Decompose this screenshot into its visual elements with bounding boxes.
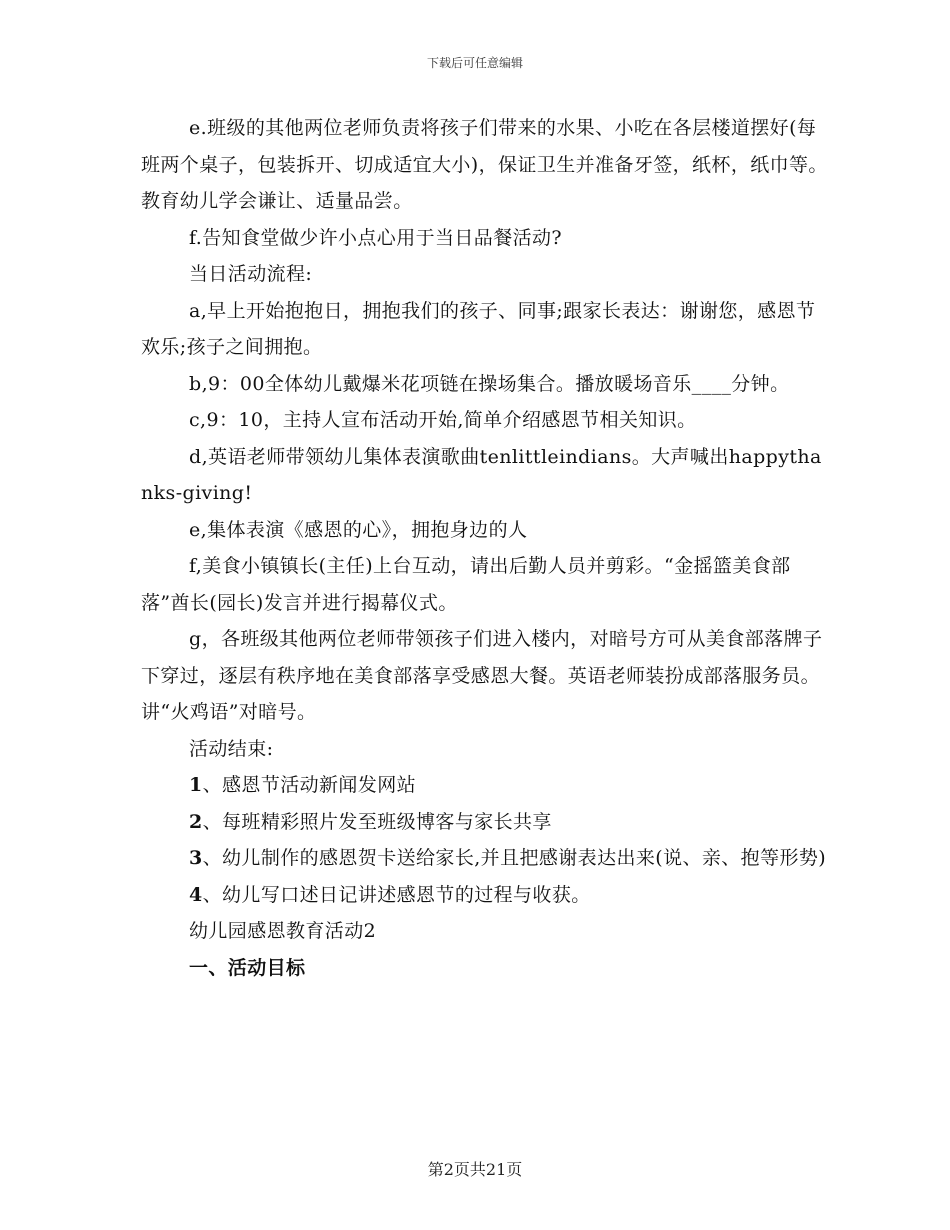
section-heading: 一、活动目标 bbox=[189, 956, 306, 979]
page-header: 下载后可任意编辑 bbox=[426, 56, 523, 70]
list-item-number: 4 bbox=[189, 883, 203, 906]
paragraph-flow-c: c,9：10，主持人宣布活动开始,简单介绍感恩节相关知识。 bbox=[189, 409, 697, 431]
paragraph-flow-d: d,英语老师带领幼儿集体表演歌曲tenlittleindians。大声喊出happythanks-giving! bbox=[141, 445, 822, 504]
paragraph-flow-g: g，各班级其他两位老师带领孩子们进入楼内，对暗号方可从美食部落牌子下穿过，逐层有秩序地在美食部落享受感恩大餐。英语老师装扮成部落服务员。讲“火鸡语”对暗号。 bbox=[141, 628, 823, 723]
list-item-text: 、幼儿制作的感恩贺卡送给家长,并且把感谢表达出来(说、亲、抱等形势) bbox=[202, 847, 827, 869]
paragraph-flow-e: e,集体表演《感恩的心》，拥抱身边的人 bbox=[189, 518, 528, 541]
paragraph-end-title: 活动结束: bbox=[189, 737, 274, 760]
document-body bbox=[141, 110, 831, 986]
list-item-text: 、每班精彩照片发至班级博客与家长共享 bbox=[202, 810, 552, 833]
list-item bbox=[141, 767, 831, 804]
list-item-number: 3 bbox=[189, 847, 203, 869]
list-item bbox=[141, 804, 831, 841]
paragraph-flow-title: 当日活动流程: bbox=[189, 263, 313, 285]
list-item-text: 、感恩节活动新闻发网站 bbox=[202, 774, 417, 796]
list-item bbox=[141, 877, 831, 914]
paragraph-flow-b: b,9：00全体幼儿戴爆米花项链在操场集合。播放暖场音乐____分钟。 bbox=[189, 372, 790, 395]
section-title: 幼儿园感恩教育活动2 bbox=[189, 920, 377, 942]
paragraph-flow-f: f,美食小镇镇长(主任)上台互动，请出后勤人员并剪彩。“金摇篮美食部落”酋长(园长)发言并进行揭幕仪式。 bbox=[141, 555, 791, 614]
list-item-number: 2 bbox=[189, 810, 203, 833]
page-number: 第2页共21页 bbox=[427, 1160, 523, 1179]
paragraph-flow-a: a,早上开始抱抱日，拥抱我们的孩子、同事;跟家长表达：谢谢您，感恩节欢乐;孩子之间拥抱。 bbox=[141, 299, 816, 358]
list-item-number: 1 bbox=[189, 774, 203, 796]
paragraph-prep-e: e.班级的其他两位老师负责将孩子们带来的水果、小吃在各层楼道摆好(每班两个桌子，包装拆开、切成适宜大小)，保证卫生并准备牙签，纸杯，纸巾等。教育幼儿学会谦让、适量品尝。 bbox=[141, 117, 828, 212]
list-item-text: 、幼儿写口述日记讲述感恩节的过程与收获。 bbox=[202, 883, 591, 906]
paragraph-prep-f: f.告知食堂做少许小点心用于当日品餐活动? bbox=[189, 226, 562, 249]
list-item bbox=[141, 840, 831, 877]
